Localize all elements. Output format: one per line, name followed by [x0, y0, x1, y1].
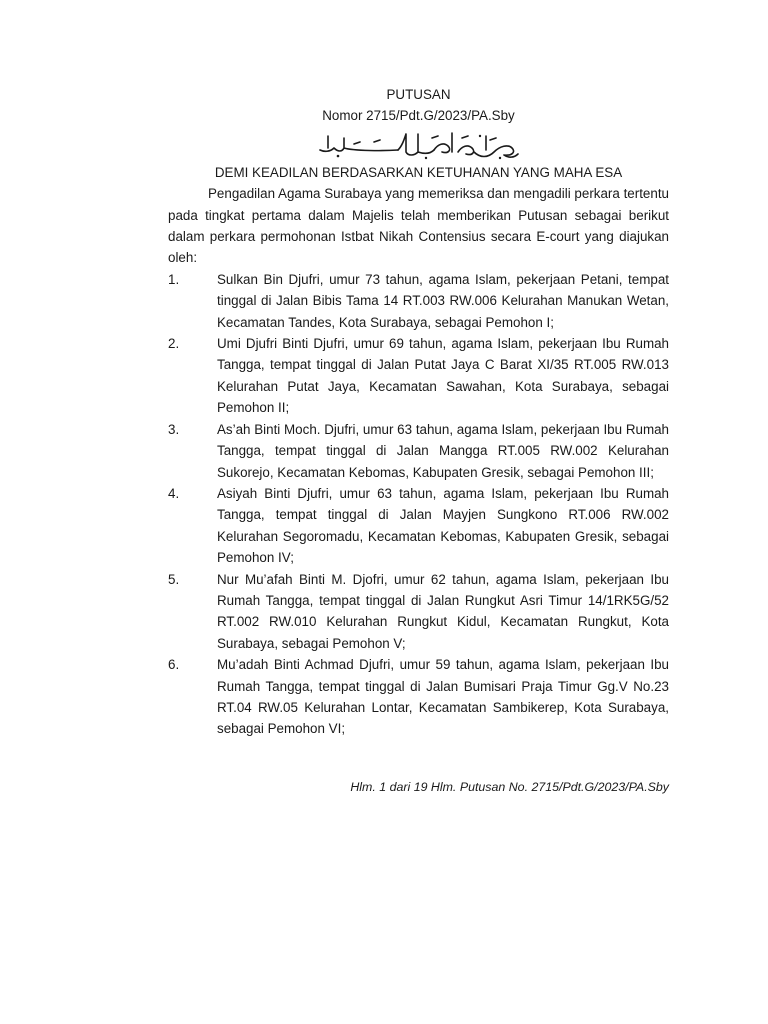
- party-text: Sulkan Bin Djufri, umur 73 tahun, agama Islam, pekerjaan Petani, tempat tinggal di Jalan Bibis Tama 14 RT.003 RW.006 Kelurahan Manukan Wetan, Kecamatan Tandes, Kota Surabaya, sebagai Pemohon I;: [217, 271, 669, 330]
- intro-paragraph: Pengadilan Agama Surabaya yang memeriksa dan mengadili perkara tertentu pada tingkat pertama dalam Majelis telah memberikan Putusan sebagai berikut dalam perkara permohonan Istbat Nikah Contensius secara E-court yang diajukan oleh:: [168, 186, 669, 266]
- party-number: 2.: [168, 336, 180, 352]
- party-text: Asiyah Binti Djufri, umur 63 tahun, agama Islam, pekerjaan Ibu Rumah Tangga, tempat tinggal di Jalan Mayjen Sungkono RT.006 RW.002 Kelurahan Segoromadu, Kecamatan Kebomas, Kabupaten Gresik, sebagai Pemohon IV;: [217, 485, 669, 566]
- party-item: [168, 569, 669, 655]
- party-number: 4.: [168, 485, 180, 501]
- party-item: [168, 419, 669, 483]
- party-number: 5.: [168, 571, 180, 587]
- court-heading: DEMI KEADILAN BERDASARKAN KETUHANAN YANG MAHA ESA: [214, 164, 623, 180]
- party-text: Nur Mu’afah Binti M. Djofri, umur 62 tahun, agama Islam, pekerjaan Ibu Rumah Tangga, tempat tinggal di Jalan Rungkut Asri Timur 14/1RK5G/52 RT.002 RW.010 Kelurahan Rungkut Kidul, Kecamatan Rungkut, Kota Surabaya, sebagai Pemohon V;: [217, 571, 669, 651]
- party-list: [168, 269, 669, 740]
- party-item: [168, 654, 669, 740]
- party-number: 1.: [168, 271, 180, 287]
- party-item: [168, 269, 669, 333]
- party-number: 3.: [168, 421, 180, 437]
- party-item: [168, 483, 669, 569]
- basmalah-calligraphy: [314, 128, 524, 162]
- document-title: PUTUSAN: [386, 87, 451, 102]
- party-text: Mu’adah Binti Achmad Djufri, umur 59 tahun, agama Islam, pekerjaan Ibu Rumah Tangga, tempat tinggal di Jalan Bumisari Praja Timur Gg.V No.23 RT.04 RW.05 Kelurahan Lontar, Kecamatan Sambikerep, Kota Surabaya, sebagai Pemohon VI;: [217, 657, 669, 737]
- party-item: [168, 333, 669, 419]
- party-text: As’ah Binti Moch. Djufri, umur 63 tahun, agama Islam, pekerjaan Ibu Rumah Tangga, tempat tinggal di Jalan Mangga RT.005 RW.002 Kelurahan Sukorejo, Kecamatan Kebomas, Kabupaten Gresik, sebagai Pemohon III;: [217, 421, 669, 480]
- document-body: [168, 84, 669, 740]
- case-number: Nomor 2715/Pdt.G/2023/PA.Sby: [322, 108, 515, 124]
- page-footer: Hlm. 1 dari 19 Hlm. Putusan No. 2715/Pdt.G/2023/PA.Sby: [350, 780, 669, 794]
- party-text: Umi Djufri Binti Djufri, umur 69 tahun, agama Islam, pekerjaan Ibu Rumah Tangga, tempat tinggal di Jalan Putat Jaya C Barat XI/35 RT.005 RW.013 Kelurahan Putat Jaya, Kecamatan Sawahan, Kota Surabaya, sebagai Pemohon II;: [217, 336, 669, 416]
- party-number: 6.: [168, 657, 180, 673]
